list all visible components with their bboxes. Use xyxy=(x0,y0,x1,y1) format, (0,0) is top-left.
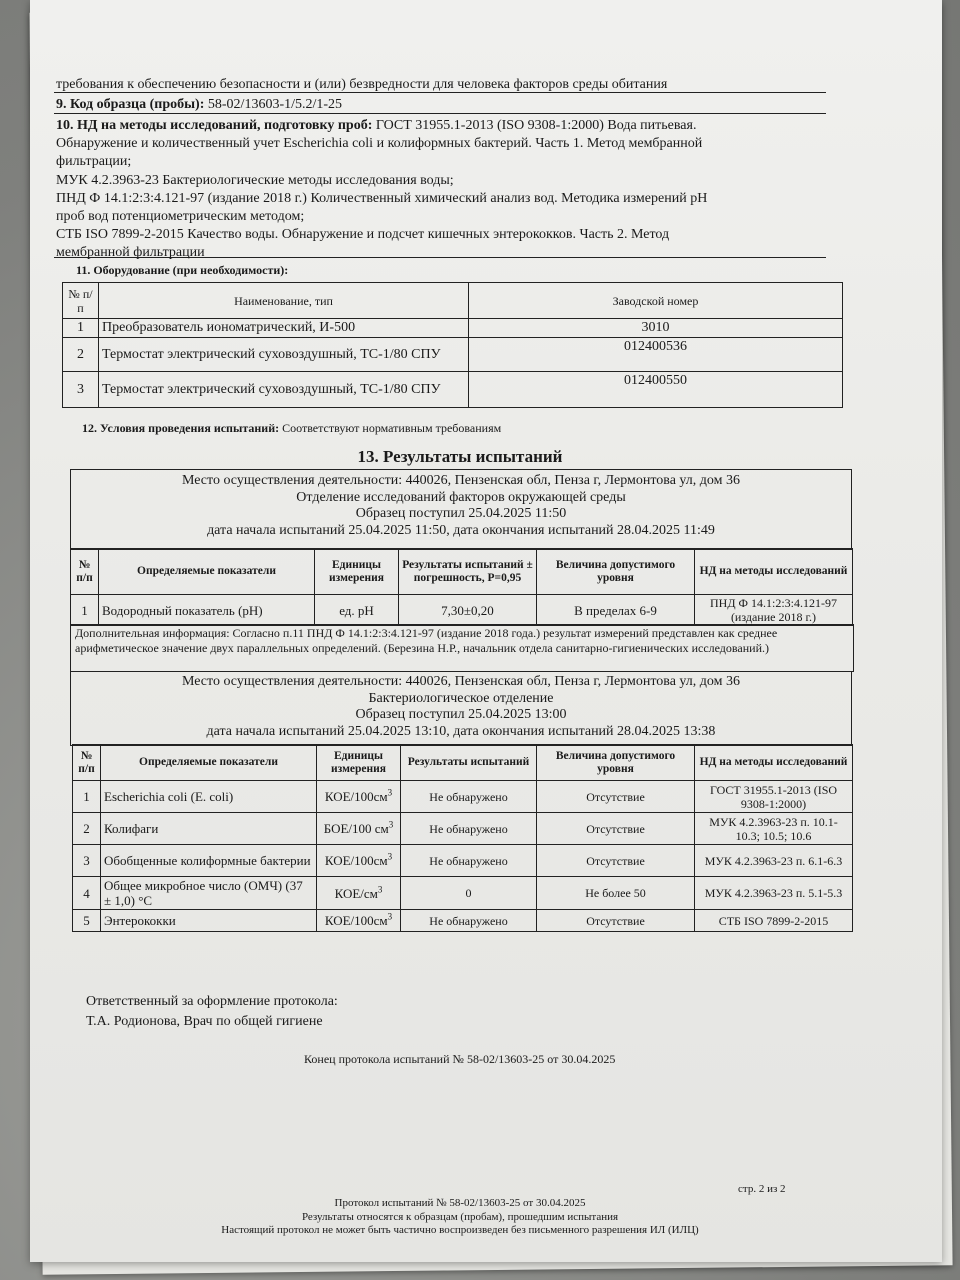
row-allowed: Отсутствие xyxy=(537,845,695,877)
row-num: 1 xyxy=(71,595,99,626)
header-indicator: Определяемые показатели xyxy=(99,549,315,595)
section1-header xyxy=(70,469,852,550)
header-num: № п/п xyxy=(71,549,99,595)
methods-line: СТБ ISO 7899-2-2015 Качество воды. Обнаружение и подсчет кишечных энтерококков. Часть 2. Метод xyxy=(56,227,670,243)
methods-line: ГОСТ 31955.1-2013 (ISO 9308-1:2000) Вода питьевая. xyxy=(375,118,697,133)
equipment-table xyxy=(62,282,843,408)
results-table-1 xyxy=(70,548,853,626)
section2-line: Бактериологическое отделение xyxy=(368,690,554,706)
section2-line: Образец поступил 25.04.2025 13:00 xyxy=(355,707,567,722)
header-allowed: Величина допустимого уровня xyxy=(537,745,695,781)
row-num: 2 xyxy=(63,338,99,372)
table-header-row xyxy=(71,549,853,595)
rule xyxy=(54,257,826,258)
page-number: стр. 2 из 2 xyxy=(738,1183,786,1195)
table-row xyxy=(71,595,853,626)
table-row xyxy=(73,813,853,845)
row-allowed: Отсутствие xyxy=(537,781,695,813)
row-indicator: Колифаги xyxy=(101,813,317,845)
row-num: 5 xyxy=(73,910,101,932)
header-nd: НД на методы исследований xyxy=(695,745,853,781)
row-nd: СТБ ISO 7899-2-2015 xyxy=(695,910,853,932)
row-nd: МУК 4.2.3963-23 п. 6.1-6.3 xyxy=(695,845,853,877)
header-serial: Заводской номер xyxy=(469,283,843,319)
row-result: Не обнаружено xyxy=(401,910,537,932)
methods-block xyxy=(56,117,846,263)
row-indicator: Водородный показатель (pH) xyxy=(99,595,315,626)
table-row xyxy=(63,319,843,338)
table-row xyxy=(73,910,853,932)
row-allowed: Отсутствие xyxy=(537,910,695,932)
section2-line: Место осуществления деятельности: 440026, Пензенская обл, Пенза г, Лермонтова ул, дом 36 xyxy=(181,674,741,689)
conditions-value: Соответствуют нормативным требованиям xyxy=(282,421,502,435)
section1-note: Дополнительная информация: Согласно п.11 ПНД Ф 14.1:2:3:4.121-97 (издание 2018 года.) результат измерений представлен как среднее арифметическое значение двух параллельных определений. (Березина Н.Р., начальник отдела санитарно-гигиенических исследований.) xyxy=(70,624,854,672)
row-indicator: Escherichia coli (E. coli) xyxy=(101,781,317,813)
row-serial: 012400550 xyxy=(469,372,843,408)
row-nd: ПНД Ф 14.1:2:3:4.121-97 (издание 2018 г.) xyxy=(695,595,853,626)
table-row xyxy=(63,338,843,372)
row-nd: МУК 4.2.3963-23 п. 5.1-5.3 xyxy=(695,877,853,910)
methods-line: ПНД Ф 14.1:2:3:4.121-97 (издание 2018 г.) Количественный химический анализ вод. Методика измерений pH xyxy=(56,190,708,206)
methods-line: проб вод потенциометрическим методом; xyxy=(56,209,305,225)
end-note: Конец протокола испытаний № 58-02/13603-25 от 30.04.2025 xyxy=(304,1052,616,1066)
header-units: Единицы измерения xyxy=(317,745,401,781)
section2-header xyxy=(70,671,852,746)
table-row xyxy=(63,372,843,408)
row-allowed: Отсутствие xyxy=(537,813,695,845)
row-serial: 012400536 xyxy=(469,338,843,372)
header-nd: НД на методы исследований xyxy=(695,549,853,595)
methods-line: Обнаружение и количественный учет Escherichia coli и колиформных бактерий. Часть 1. Метод мембранной xyxy=(56,136,703,152)
rule xyxy=(54,92,826,93)
row-allowed: В пределах 6-9 xyxy=(537,595,695,626)
row-result: Не обнаружено xyxy=(401,781,537,813)
header-units: Единицы измерения xyxy=(315,549,399,595)
footer xyxy=(130,1197,790,1238)
row-result: 7,30±0,20 xyxy=(399,595,537,626)
row-indicator: Обобщенные колиформные бактерии xyxy=(101,845,317,877)
responsible-line: Т.А. Родионова, Врач по общей гигиене xyxy=(86,1014,323,1029)
methods-line: мембранной фильтрации xyxy=(56,245,205,261)
responsible-line: Ответственный за оформление протокола: xyxy=(86,994,338,1009)
row-num: 3 xyxy=(63,372,99,408)
document-page xyxy=(30,0,942,1262)
header-result: Результаты испытаний xyxy=(401,745,537,781)
row-num: 1 xyxy=(63,319,99,338)
methods-line: МУК 4.2.3963-23 Бактериологические методы исследования воды; xyxy=(56,172,454,188)
table-header-row xyxy=(63,283,843,319)
row-units: КОЕ/$100см^3$ xyxy=(317,910,401,932)
methods-label: 10. НД на методы исследований, подготовку проб: xyxy=(56,118,373,133)
section1-line: Отделение исследований факторов окружающей среды xyxy=(296,489,626,505)
header-allowed: Величина допустимого уровня xyxy=(537,549,695,595)
table-header-row xyxy=(73,745,853,781)
row-num: 3 xyxy=(73,845,101,877)
row-num: 4 xyxy=(73,877,101,910)
results-title: 13. Результаты испытаний xyxy=(357,447,563,466)
sample-code-label: 9. Код образца (пробы): xyxy=(56,97,205,112)
row-nd: МУК 4.2.3963-23 п. 10.1-10.3; 10.5; 10.6 xyxy=(695,813,853,845)
row-indicator: Общее микробное число (ОМЧ) (37 ± 1,0) °С xyxy=(101,877,317,910)
row-units: КОЕ/$100см^3$ xyxy=(317,845,401,877)
section2-line: дата начала испытаний 25.04.2025 13:10, дата окончания испытаний 28.04.2025 13:38 xyxy=(206,723,716,739)
row-indicator: Энтерококки xyxy=(101,910,317,932)
header-indicator: Определяемые показатели xyxy=(101,745,317,781)
equipment-label: 11. Оборудование (при необходимости): xyxy=(76,263,289,277)
row-units: КОЕ/$см^3$ xyxy=(317,877,401,910)
header-num: № п/п xyxy=(63,283,99,319)
header-continuation: требования к обеспечению безопасности и (или) безвредности для человека факторов среды обитания xyxy=(56,77,668,92)
row-units: ед. pH xyxy=(315,595,399,626)
header-result: Результаты испытаний ± погрешность, P=0,95 xyxy=(399,549,537,595)
row-num: 2 xyxy=(73,813,101,845)
row-result: Не обнаружено xyxy=(401,813,537,845)
table-row xyxy=(73,877,853,910)
header-num: № п/п xyxy=(73,745,101,781)
row-nd: ГОСТ 31955.1-2013 (ISO 9308-1:2000) xyxy=(695,781,853,813)
section1-line: Место осуществления деятельности: 440026, Пензенская обл, Пенза г, Лермонтова ул, дом 36 xyxy=(181,473,741,488)
sample-code xyxy=(56,97,856,113)
conditions-label: 12. Условия проведения испытаний: xyxy=(82,421,280,435)
footer-line: Настоящий протокол не может быть частично воспроизведен без письменного разрешения ИЛ (ИЛЦ) xyxy=(221,1224,699,1236)
header-name: Наименование, тип xyxy=(99,283,469,319)
row-result: Не обнаружено xyxy=(401,845,537,877)
results-table-2 xyxy=(72,744,853,932)
responsible-block xyxy=(86,992,338,1032)
sample-code-value: 58-02/13603-1/5.2/1-25 xyxy=(207,97,343,112)
table-row xyxy=(73,781,853,813)
row-units: КОЕ/$100см^3$ xyxy=(317,781,401,813)
row-units: БОЕ/100 $см^3$ xyxy=(317,813,401,845)
row-name: Термостат электрический суховоздушный, ТС-1/80 СПУ xyxy=(99,338,469,372)
footer-line: Результаты относятся к образцам (пробам), прошедшим испытания xyxy=(301,1210,619,1223)
row-name: Термостат электрический суховоздушный, ТС-1/80 СПУ xyxy=(99,372,469,408)
row-result: 0 xyxy=(401,877,537,910)
section1-line: Образец поступил 25.04.2025 11:50 xyxy=(355,506,567,521)
row-allowed: Не более 50 xyxy=(537,877,695,910)
rule xyxy=(54,113,826,114)
conditions xyxy=(82,421,782,435)
row-num: 1 xyxy=(73,781,101,813)
section1-line: дата начала испытаний 25.04.2025 11:50, дата окончания испытаний 28.04.2025 11:49 xyxy=(207,522,715,538)
footer-line: Протокол испытаний № 58-02/13603-25 от 30.04.2025 xyxy=(334,1197,586,1209)
methods-line: фильтрации; xyxy=(56,154,132,170)
row-serial: 3010 xyxy=(469,319,843,338)
row-name: Преобразователь иономатрический, И-500 xyxy=(99,319,469,338)
table-row xyxy=(73,845,853,877)
